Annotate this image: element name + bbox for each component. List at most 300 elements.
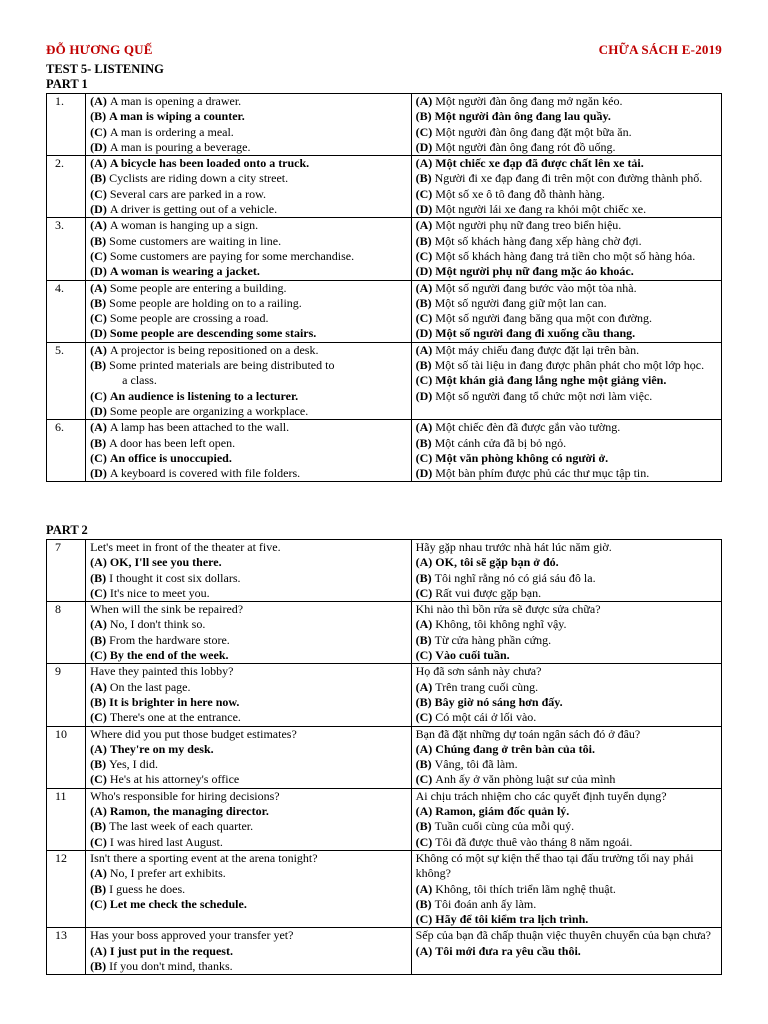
answer-option [416,757,718,772]
question-prompt: Has your boss approved your transfer yet? [90,928,294,943]
question-prompt-translation: Bạn đã đặt những dự toán ngân sách đó ở đâu? [415,726,641,741]
option-text: There's one at the entrance. [109,710,241,725]
option-letter: (D) [90,466,107,481]
correct-answer-text: A woman is wearing a jacket. [109,264,260,279]
option-letter: (C) [90,124,107,139]
option-text: A man is pouring a beverage. [109,139,251,154]
option-letter: (C) [90,648,107,663]
answer-option [90,436,407,451]
option-text: Some people are entering a building. [109,280,287,295]
question-row [47,94,722,156]
answer-option [90,959,407,974]
option-letter: (A) [415,342,433,357]
answer-option [416,944,718,959]
english-options [86,928,411,975]
answer-option [416,420,718,435]
option-letter: (B) [415,171,432,186]
option-letter: (B) [90,171,107,186]
option-text: No, I prefer art exhibits. [109,866,226,881]
option-text: If you don't mind, thanks. [109,959,233,974]
answer-option [416,326,718,341]
option-letter: (B) [415,109,432,124]
option-letter: (A) [415,679,433,694]
answer-option [416,742,718,757]
option-text: Tôi nghĩ rằng nó có giá sáu đô la. [434,570,596,585]
question-prompt-translation: Không có một sự kiện thể thao tại đấu trường tối nay phải không? [415,850,694,881]
option-text: A keyboard is covered with file folders. [109,466,301,481]
option-letter: (B) [415,435,432,450]
option-letter: (C) [90,772,107,787]
answer-option [416,912,718,927]
option-text: Some customers are waiting in line. [109,233,282,248]
answer-option [416,202,718,217]
option-letter: (D) [90,264,107,279]
correct-answer-text: Ramon, giám đốc quản lý. [435,804,570,819]
answer-option [90,125,407,140]
option-text: Một người đàn ông đang đặt một bữa ăn. [435,124,632,139]
answer-option [90,633,407,648]
answer-option [416,772,718,787]
correct-answer-text: Vào cuối tuần. [435,648,510,663]
question-row [47,342,722,419]
option-text: A driver is getting out of a vehicle. [109,202,278,217]
answer-option [90,234,407,249]
question-number: 10 [47,726,86,788]
option-letter: (B) [90,694,107,709]
answer-option [416,897,718,912]
option-letter: (A) [90,679,107,694]
answer-option [90,264,407,279]
answer-option [416,648,718,663]
answer-option [90,311,407,326]
option-text: He's at his attorney's office [109,772,240,787]
option-text: Một người lái xe đang ra khỏi một chiếc xe. [435,202,647,217]
option-text: Người đi xe đạp đang đi trên một con đường thành phố. [434,171,703,186]
option-letter: (C) [415,373,433,388]
question-prompt-translation: Sếp của bạn đã chấp thuận việc thuyên chuyển của bạn chưa? [415,928,711,943]
question-number: 12 [47,850,86,927]
answer-option [416,633,718,648]
english-options [86,788,411,850]
answer-option [416,264,718,279]
option-letter: (C) [415,912,433,927]
option-letter: (B) [90,632,107,647]
correct-answer-text: Một văn phòng không có người ở. [435,450,609,465]
option-text: Từ cửa hàng phần cứng. [434,632,552,647]
answer-option [416,311,718,326]
correct-answer-text: It is brighter in here now. [109,694,240,709]
option-letter: (A) [415,617,433,632]
answer-option [416,835,718,850]
answer-option [416,451,718,466]
question-row [47,156,722,218]
question-number: 3. [47,218,86,280]
answer-option [90,404,407,419]
answer-option [416,156,718,171]
option-letter: (B) [90,959,107,974]
answer-option [90,218,407,233]
option-text: Anh ấy ở văn phòng luật sư của mình [435,772,616,787]
option-letter: (B) [415,896,432,911]
option-letter: (A) [415,218,433,233]
part2-title: PART 2 [46,523,88,537]
answer-option [416,804,718,819]
answer-option [90,296,407,311]
test-title: TEST 5- LISTENING [46,62,164,76]
question-number: 9 [47,664,86,726]
option-text: A man is ordering a meal. [109,124,234,139]
option-letter: (B) [90,233,107,248]
answer-option [90,866,407,881]
option-text: I was hired last August. [109,834,223,849]
question-number: 7 [47,540,86,602]
answer-option [90,617,407,632]
question-row [47,664,722,726]
part1-table [46,93,722,482]
option-letter: (A) [415,881,433,896]
option-letter: (C) [415,585,433,600]
option-text: No, I don't think so. [109,617,206,632]
english-options [86,156,411,218]
option-letter: (A) [90,94,107,108]
answer-option [416,466,718,481]
option-letter: (A) [90,617,107,632]
answer-option [90,757,407,772]
question-prompt: Who's responsible for hiring decisions? [90,788,280,803]
option-letter: (D) [90,403,107,418]
english-options [86,664,411,726]
option-letter: (A) [415,555,433,570]
option-text: A lamp has been attached to the wall. [109,420,290,435]
answer-option [416,343,718,358]
option-letter: (C) [415,124,433,139]
part1-title: PART 1 [46,77,88,91]
option-letter: (B) [90,819,107,834]
option-letter: (D) [90,139,107,154]
option-text: A man is opening a drawer. [109,94,242,108]
option-text: Tôi đã được thuê vào tháng 8 năm ngoái. [435,834,633,849]
option-letter: (C) [90,896,107,911]
answer-option [90,156,407,171]
answer-option [90,109,407,124]
option-letter: (C) [415,248,433,263]
answer-option [90,819,407,834]
answer-option [416,218,718,233]
option-letter: (C) [415,186,433,201]
answer-option [90,586,407,601]
option-text: Một số khách hàng đang trả tiền cho một số hàng hóa. [435,248,696,263]
answer-option [90,710,407,725]
correct-answer-text: I just put in the request. [109,943,233,958]
option-letter: (D) [415,388,433,403]
answer-option [416,281,718,296]
option-text: Một số người đang bước vào một tòa nhà. [435,280,637,295]
option-letter: (C) [90,585,107,600]
answer-option [416,234,718,249]
option-text: Some people are holding on to a railing. [109,295,302,310]
option-letter: (C) [90,248,107,263]
question-row [47,420,722,482]
question-row [47,928,722,975]
option-letter: (D) [90,326,107,341]
correct-answer-text: Một khán giả đang lắng nghe một giảng viên. [435,373,667,388]
correct-answer-text: Tôi mới đưa ra yêu cầu thôi. [435,943,581,958]
option-letter: (D) [415,466,433,481]
vietnamese-options [411,218,721,280]
option-text: A woman is hanging up a sign. [109,218,259,233]
option-text: Một số xe ô tô đang đỗ thành hàng. [435,186,605,201]
question-number: 11 [47,788,86,850]
question-row [47,280,722,342]
answer-option [90,695,407,710]
correct-answer-text: An office is unoccupied. [109,450,232,465]
vietnamese-options [411,94,721,156]
option-letter: (A) [90,280,107,295]
option-text: A door has been left open. [109,435,236,450]
option-text: On the last page. [109,679,191,694]
question-prompt-translation: Họ đã sơn sảnh này chưa? [415,664,542,679]
option-letter: (B) [415,694,432,709]
answer-option [416,140,718,155]
question-row [47,218,722,280]
correct-answer-text: Bây giờ nó sáng hơn đấy. [434,694,563,709]
answer-option [416,710,718,725]
correct-answer-text: Một người đàn ông đang lau quầy. [434,109,611,124]
option-text: Several cars are parked in a row. [109,186,266,201]
answer-option [90,249,407,264]
answer-option [90,944,407,959]
option-letter: (C) [415,834,433,849]
option-letter: (A) [415,420,433,435]
answer-option [416,617,718,632]
option-text: Một bàn phím được phủ các thư mục tập tin. [435,466,650,481]
answer-option [90,571,407,586]
question-row [47,850,722,927]
question-number: 4. [47,280,86,342]
option-letter: (A) [90,342,107,357]
option-text: Cyclists are riding down a city street. [109,171,289,186]
question-number: 6. [47,420,86,482]
question-row [47,540,722,602]
answer-option [416,555,718,570]
correct-answer-text: Let me check the schedule. [109,896,247,911]
option-text: Một người đàn ông đang mở ngăn kéo. [435,94,623,108]
option-letter: (A) [415,741,433,756]
option-text: Some printed materials are being distributed to [109,358,335,373]
option-letter: (A) [90,218,107,233]
vietnamese-options [411,540,721,602]
answer-option [90,466,407,481]
answer-option [416,187,718,202]
option-letter: (A) [415,280,433,295]
option-letter: (C) [90,388,107,403]
option-letter: (C) [415,710,433,725]
option-letter: (C) [90,710,107,725]
answer-option [416,882,718,897]
vietnamese-options [411,420,721,482]
vietnamese-options [411,664,721,726]
option-letter: (B) [90,570,107,585]
option-letter: (B) [90,435,107,450]
question-prompt-translation: Khi nào thì bồn rửa sẽ được sửa chữa? [415,602,601,617]
option-letter: (B) [415,570,432,585]
answer-option [90,343,407,358]
vietnamese-options [411,342,721,419]
option-letter: (A) [90,741,107,756]
question-number: 1. [47,94,86,156]
option-text: Một số tài liệu in đang được phân phát cho một lớp học. [434,358,705,373]
option-text: Vâng, tôi đã làm. [434,757,518,772]
answer-option [90,187,407,202]
question-row [47,788,722,850]
option-letter: (C) [415,450,433,465]
option-letter: (B) [415,632,432,647]
answer-option [90,648,407,663]
option-text: From the hardware store. [109,632,230,647]
answer-option [416,571,718,586]
answer-option [90,897,407,912]
correct-answer-text: They're on my desk. [109,741,214,756]
option-letter: (B) [90,295,107,310]
option-letter: (C) [415,311,433,326]
option-text: Some customers are paying for some merchandise. [109,248,355,263]
option-text: Some people are organizing a workplace. [109,403,309,418]
option-text: Một cánh cửa đã bị bỏ ngỏ. [434,435,567,450]
answer-option [416,171,718,186]
english-options [86,94,411,156]
vietnamese-options [411,726,721,788]
option-text: Một số người đang tổ chức một nơi làm việc. [435,388,653,403]
answer-option [416,373,718,388]
answer-option [90,451,407,466]
option-text: Không, tôi thích triển lãm nghệ thuật. [435,881,616,896]
question-row [47,602,722,664]
question-prompt: Isn't there a sporting event at the arena tonight? [90,850,318,865]
vietnamese-options [411,602,721,664]
correct-answer-text: OK, I'll see you there. [109,555,222,570]
option-text: Một số người đang giữ một lan can. [434,295,607,310]
option-letter: (C) [90,311,107,326]
option-letter: (B) [90,358,107,373]
correct-answer-text: By the end of the week. [109,648,229,663]
option-text: Một người phụ nữ đang treo biển hiệu. [435,218,622,233]
answer-option [90,389,407,404]
option-text: I guess he does. [109,881,186,896]
option-letter: (A) [90,804,107,819]
answer-option [90,680,407,695]
option-letter: (B) [90,757,107,772]
option-text: It's nice to meet you. [109,585,210,600]
answer-option [90,804,407,819]
option-continuation: a class. [122,373,157,388]
option-text: Một chiếc đèn đã được gắn vào tường. [435,420,621,435]
option-letter: (C) [90,450,107,465]
option-text: The last week of each quarter. [109,819,254,834]
option-letter: (C) [415,772,433,787]
option-text: Yes, I did. [109,757,158,772]
option-letter: (D) [90,202,107,217]
answer-option [90,281,407,296]
english-options [86,602,411,664]
question-prompt: Let's meet in front of the theater at five. [90,540,281,554]
question-prompt-translation: Hãy gặp nhau trước nhà hát lúc năm giờ. [415,540,612,554]
answer-option [90,140,407,155]
vietnamese-options [411,280,721,342]
answer-option [90,835,407,850]
vietnamese-options [411,928,721,975]
option-text: Some people are crossing a road. [109,311,269,326]
option-letter: (A) [90,555,107,570]
option-letter: (A) [415,804,433,819]
question-prompt-translation: Ai chịu trách nhiệm cho các quyết định tuyển dụng? [415,788,667,803]
question-prompt: When will the sink be repaired? [90,602,244,617]
option-letter: (A) [415,94,433,108]
option-letter: (D) [415,139,433,154]
option-letter: (B) [90,881,107,896]
english-options [86,726,411,788]
english-options [86,540,411,602]
answer-option [416,586,718,601]
option-text: Một số người đang băng qua một con đường. [435,311,652,326]
option-letter: (D) [415,202,433,217]
book-header: CHỮA SÁCH E-2019 [598,42,722,57]
answer-option [90,171,407,186]
option-letter: (D) [415,264,433,279]
option-text: Rất vui được gặp bạn. [435,585,542,600]
part2-table [46,539,722,975]
answer-option [416,358,718,373]
answer-option [416,389,718,404]
option-text: Không, tôi không nghĩ vậy. [435,617,567,632]
option-letter: (A) [90,866,107,881]
vietnamese-options [411,850,721,927]
correct-answer-text: An audience is listening to a lecturer. [109,388,299,403]
option-text: Tuần cuối cùng của mỗi quý. [434,819,575,834]
english-options [86,850,411,927]
english-options [86,342,411,419]
answer-option [416,296,718,311]
correct-answer-text: Hãy để tôi kiểm tra lịch trình. [435,912,589,927]
answer-option [416,125,718,140]
answer-option [416,249,718,264]
correct-answer-text: Một người phụ nữ đang mặc áo khoác. [435,264,634,279]
answer-option [90,555,407,570]
option-letter: (A) [90,420,107,435]
answer-option [416,436,718,451]
correct-answer-text: Ramon, the managing director. [109,804,269,819]
correct-answer-text: Một chiếc xe đạp đã được chất lên xe tải. [435,156,644,171]
question-row [47,726,722,788]
answer-option [90,742,407,757]
option-letter: (B) [90,109,107,124]
vietnamese-options [411,788,721,850]
english-options [86,218,411,280]
option-letter: (B) [415,757,432,772]
answer-option [90,420,407,435]
option-text: Trên trang cuối cùng. [435,679,539,694]
answer-option [90,772,407,787]
question-number: 13 [47,928,86,975]
option-letter: (D) [415,326,433,341]
author-header: ĐỖ HƯƠNG QUẾ [46,42,153,57]
option-text: Tôi đoán anh ấy làm. [434,896,537,911]
option-text: Một số khách hàng đang xếp hàng chờ đợi. [434,233,642,248]
option-letter: (B) [415,233,432,248]
option-text: Một máy chiếu đang được đặt lại trên bàn. [435,342,640,357]
option-letter: (A) [415,943,433,958]
answer-option [90,94,407,109]
option-text: A projector is being repositioned on a desk. [109,342,319,357]
